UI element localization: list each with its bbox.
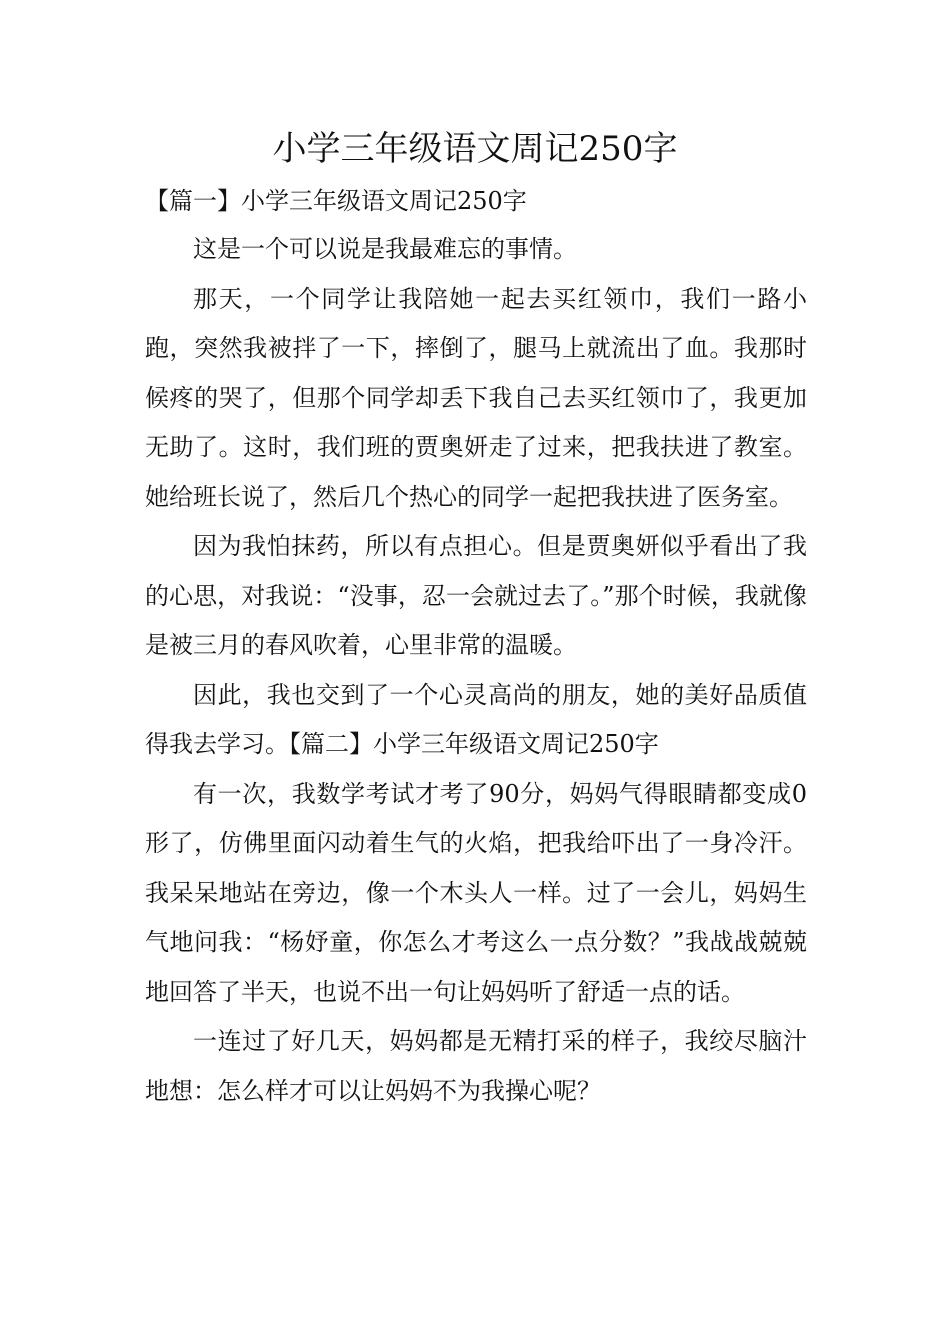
paragraph: 因此，我也交到了一个心灵高尚的朋友，她的美好品质值得我去学习。【篇二】小学三年级语文周记250字 — [145, 680, 807, 758]
paragraph: 因为我怕抹药，所以有点担心。但是贾奥妍似乎看出了我的心思，对我说：“没事，忍一会就过去了。”那个时候，我就像是被三月的春风吹着，心里非常的温暖。 — [145, 532, 807, 659]
paragraph: 这是一个可以说是我最难忘的事情。 — [193, 235, 577, 263]
paragraph: 有一次，我数学考试才考了90分，妈妈气得眼睛都变成0形了，仿佛里面闪动着生气的火焰，把我给吓出了一身冷汗。我呆呆地站在旁边，像一个木头人一样。过了一会儿，妈妈生气地问我：“杨妤童，你怎么才考这么一点分数？”我战战兢兢地回答了半天，也说不出一句让妈妈听了舒适一点的话。 — [145, 779, 807, 1006]
section-heading: 【篇一】小学三年级语文周记250字 — [145, 187, 527, 215]
paragraph: 一连过了好几天，妈妈都是无精打采的样子，我绞尽脑汁地想：怎么样才可以让妈妈不为我操心呢？ — [145, 1027, 807, 1105]
document-body — [145, 177, 807, 1116]
document-title: 小学三年级语文周记250字 — [272, 129, 678, 169]
paragraph: 那天，一个同学让我陪她一起去买红领巾，我们一路小跑，突然我被拌了一下，摔倒了，腿马上就流出了血。我那时候疼的哭了，但那个同学却丢下我自己去买红领巾了，我更加无助了。这时，我们班的贾奥妍走了过来，把我扶进了教室。她给班长说了，然后几个热心的同学一起把我扶进了医务室。 — [145, 284, 807, 511]
